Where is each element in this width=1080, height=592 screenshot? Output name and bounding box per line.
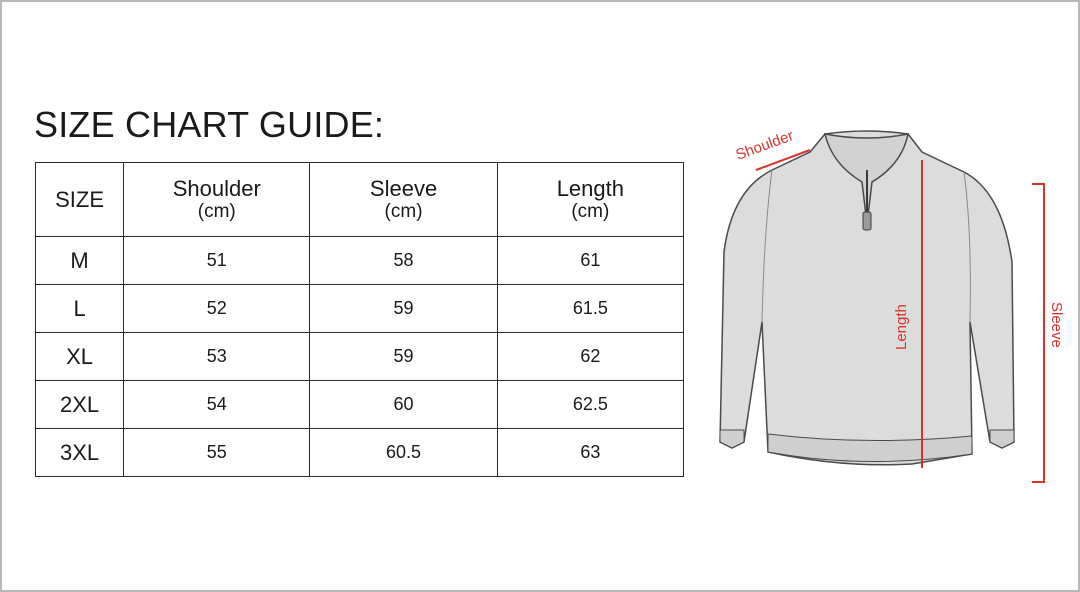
sleeve-label: Sleeve <box>1048 302 1065 348</box>
cell-length: 62.5 <box>497 381 683 429</box>
length-label: Length <box>893 304 910 350</box>
cell-length: 61.5 <box>497 285 683 333</box>
header-shoulder <box>124 163 310 237</box>
cell-size: 2XL <box>36 381 124 429</box>
table-header-row <box>36 163 684 237</box>
header-shoulder-label: Shoulder <box>172 175 261 201</box>
sweater-illustration <box>702 112 1080 512</box>
header-shoulder-unit: (cm) <box>197 200 236 222</box>
header-length-unit: (cm) <box>571 200 610 222</box>
cell-length: 63 <box>497 429 683 477</box>
table-row <box>36 285 684 333</box>
header-length <box>497 163 683 237</box>
page-title: SIZE CHART GUIDE: <box>34 104 385 145</box>
header-size: SIZE <box>36 163 124 237</box>
shoulder-label: Shoulder <box>733 127 796 164</box>
cell-shoulder: 51 <box>124 237 310 285</box>
cell-length: 62 <box>497 333 683 381</box>
cell-shoulder: 55 <box>124 429 310 477</box>
cell-size: L <box>36 285 124 333</box>
right-cuff <box>990 430 1014 448</box>
cell-shoulder: 52 <box>124 285 310 333</box>
table-row <box>36 381 684 429</box>
cell-shoulder: 54 <box>124 381 310 429</box>
cell-sleeve: 60.5 <box>310 429 497 477</box>
cell-size: M <box>36 237 124 285</box>
table-row <box>36 429 684 477</box>
left-cuff <box>720 430 744 448</box>
sleeve-measure-bracket <box>1032 184 1044 482</box>
header-sleeve-label: Sleeve <box>369 175 438 201</box>
header-length-label: Length <box>556 175 624 201</box>
cell-sleeve: 59 <box>310 333 497 381</box>
header-sleeve <box>310 163 497 237</box>
cell-size: 3XL <box>36 429 124 477</box>
size-chart-table <box>35 162 684 477</box>
cell-size: XL <box>36 333 124 381</box>
header-sleeve-unit: (cm) <box>384 200 423 222</box>
cell-sleeve: 60 <box>310 381 497 429</box>
table-row <box>36 333 684 381</box>
cell-length: 61 <box>497 237 683 285</box>
cell-sleeve: 58 <box>310 237 497 285</box>
zipper-pull <box>863 212 871 230</box>
cell-shoulder: 53 <box>124 333 310 381</box>
cell-sleeve: 59 <box>310 285 497 333</box>
table-row <box>36 237 684 285</box>
